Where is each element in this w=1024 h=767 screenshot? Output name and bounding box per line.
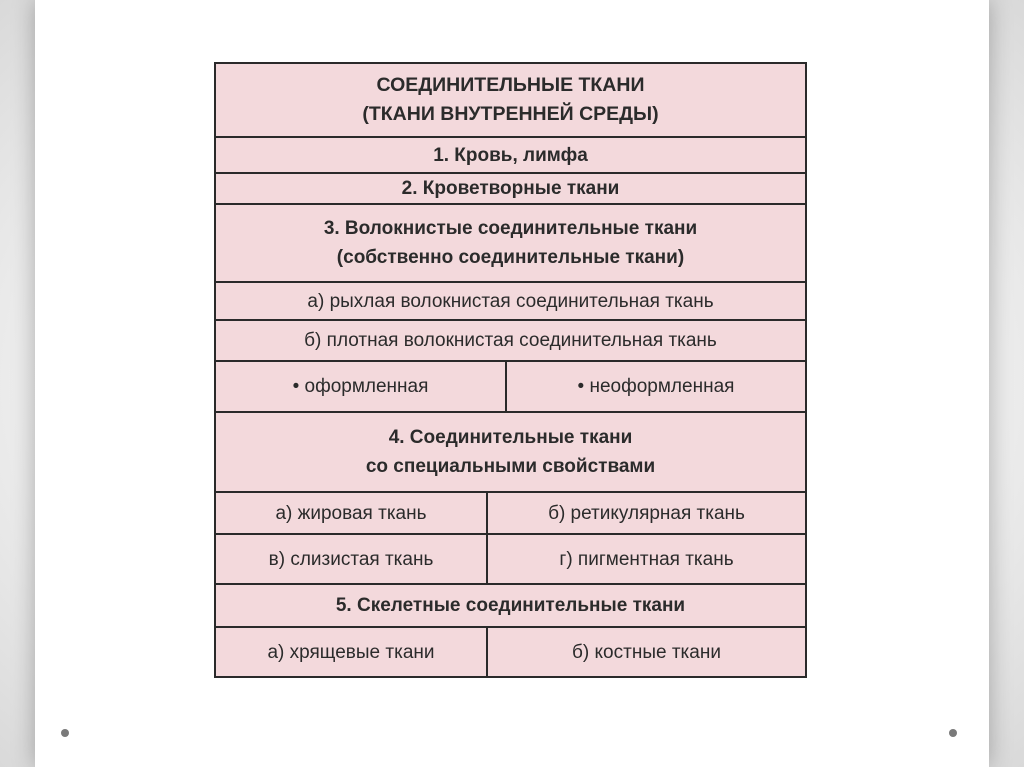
table-row-fibrous — [216, 205, 805, 283]
table-title — [216, 64, 805, 136]
tissue-classification-figure — [196, 52, 826, 690]
table-row-title — [216, 64, 805, 138]
table-row-dense-kinds — [216, 362, 805, 413]
item-blood-lymph: 1. Кровь, лимфа — [433, 144, 588, 166]
bullet-dot-left — [61, 729, 69, 737]
bullet-dot-right — [949, 729, 957, 737]
item-pigment: г) пигментная ткань — [486, 535, 805, 583]
table-row-blood — [216, 138, 805, 174]
item-formed: • оформленная — [292, 376, 429, 397]
item-mucous: в) слизистая ткань — [268, 548, 434, 570]
item-special-line-1: 4. Соединительные ткани — [388, 427, 633, 448]
item-loose-fibrous: а) рыхлая волокнистая соединительная ткань — [307, 290, 714, 312]
title-line-2: (ТКАНИ ВНУТРЕННЕЙ СРЕДЫ) — [362, 103, 659, 125]
item-special-heading — [216, 413, 805, 491]
table-row-adipose — [216, 493, 805, 535]
item-fibrous-heading — [216, 205, 805, 281]
item-fibrous-line-1: 3. Волокнистые соединительные ткани — [323, 218, 698, 239]
item-skeletal-heading: 5. Скелетные соединительные ткани — [335, 595, 686, 616]
table-row-loose — [216, 283, 805, 321]
item-bone: б) костные ткани — [486, 628, 805, 676]
item-reticular: б) ретикулярная ткань — [486, 493, 805, 533]
title-line-1: СОЕДИНИТЕЛЬНЫЕ ТКАНИ — [376, 74, 645, 96]
table-row-mucous — [216, 535, 805, 585]
table-row-skeletal — [216, 585, 805, 628]
item-dense-fibrous: б) плотная волокнистая соединительная ткань — [304, 330, 717, 351]
table-row-hematopoietic — [216, 174, 805, 205]
item-cartilage: а) хрящевые ткани — [267, 641, 435, 663]
item-unformed: • неоформленная — [505, 362, 805, 411]
item-hematopoietic: 2. Кроветворные ткани — [401, 178, 620, 199]
table-row-cartilage — [216, 628, 805, 676]
item-fibrous-line-2: (собственно соединительные ткани) — [336, 247, 685, 268]
item-adipose: а) жировая ткань — [275, 502, 427, 524]
table-row-dense — [216, 321, 805, 362]
item-special-line-2: со специальными свойствами — [365, 456, 656, 477]
table-row-special — [216, 413, 805, 493]
connective-tissue-table — [214, 62, 807, 678]
